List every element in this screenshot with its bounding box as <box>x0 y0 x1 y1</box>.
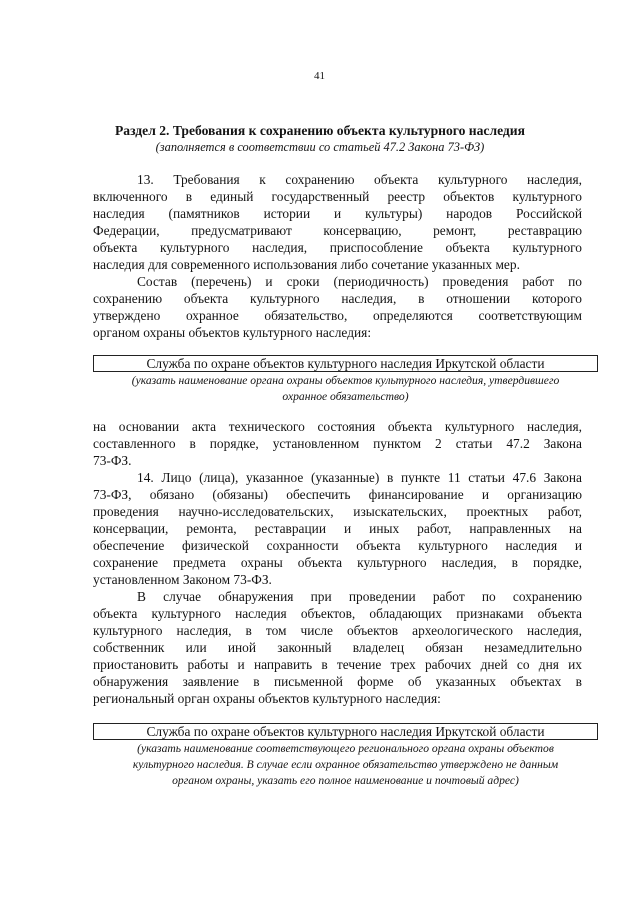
authority-caption-1 <box>88 373 603 405</box>
caption-line: культурного наследия. В случае если охранное обязательство утверждено не данным <box>132 758 559 771</box>
text-line: наследия (памятников истории и культуры) народов Российской <box>93 206 582 221</box>
text-line: 14. Лицо (лица), указанное (указанные) в пункте 11 статьи 47.6 Закона <box>137 470 582 485</box>
text-line: составленного в порядке, установленном пунктом 2 статьи 47.2 Закона <box>93 436 582 451</box>
paragraph-osnovanie <box>93 418 582 469</box>
authority-box-1: Служба по охране объектов культурного наследия Иркутской области <box>93 355 598 372</box>
text-line: объекта культурного наследия объектов, обладающих признаками объекта <box>93 606 582 621</box>
paragraph-sluchae <box>93 588 582 707</box>
text-line: наследия для современного использования либо сочетание указанных мер. <box>93 257 520 272</box>
text-line: консервации, ремонта, реставрации и иных работ, направленных на <box>93 521 582 536</box>
text-line: 73-ФЗ. <box>93 453 132 468</box>
section-title: Раздел 2. Требования к сохранению объекта культурного наследия <box>114 123 525 138</box>
caption-line: (указать наименование органа охраны объектов культурного наследия, утвердившего <box>131 374 560 387</box>
text-line: проведения научно-исследовательских, изыскательских, проектных работ, <box>93 504 582 519</box>
text-line: В случае обнаружения при проведении работ по сохранению <box>137 589 582 604</box>
text-line: утверждено охранное обязательство, определяются соответствующим <box>93 308 582 323</box>
text-line: приостановить работы и направить в течение трех рабочих дней со дня их <box>93 657 582 672</box>
caption-line: охранное обязательство) <box>282 390 409 403</box>
text-line: включенного в единый государственный реестр объектов культурного <box>93 189 582 204</box>
text-line: объекта культурного наследия, приспособление объекта культурного <box>93 240 582 255</box>
caption-line: органом охраны, указать его полное наименование и почтовый адрес) <box>172 774 519 787</box>
text-line: сохранение предмета охраны объекта культурного наследия, в порядке, <box>93 555 582 570</box>
caption-line: (указать наименование соответствующего регионального органа охраны объектов <box>137 742 554 755</box>
text-line: установленном Законом 73-ФЗ. <box>93 572 272 587</box>
text-line: органом охраны объектов культурного наследия: <box>93 325 372 340</box>
text-line: 73-ФЗ, обязано (обязаны) обеспечить финансирование и организацию <box>93 487 582 502</box>
text-line: обнаружения заявление в письменной форме об указанных объектах в <box>93 674 582 689</box>
paragraph-sostav <box>93 273 582 341</box>
text-line: обеспечение физической сохранности объекта культурного наследия и <box>93 538 582 553</box>
authority-caption-2 <box>88 741 603 789</box>
text-line: Федерации, предусматривают консервацию, ремонт, реставрацию <box>93 223 582 238</box>
text-line: Состав (перечень) и сроки (периодичность) проведения работ по <box>137 274 582 289</box>
text-line: культурного наследия, в том числе объектов археологического наследия, <box>93 623 582 638</box>
text-line: 13. Требования к сохранению объекта культурного наследия, <box>137 172 582 187</box>
authority-box-2: Служба по охране объектов культурного наследия Иркутской области <box>93 723 598 740</box>
text-line: на основании акта технического состояния объекта культурного наследия, <box>93 419 582 434</box>
paragraph-13 <box>93 171 582 273</box>
page-number: 41 <box>314 70 325 82</box>
text-line: собственник или иной законный владелец обязан незамедлительно <box>93 640 582 655</box>
text-line: региональный орган охраны объектов культурного наследия: <box>93 691 441 706</box>
text-line: сохранению объекта культурного наследия, в отношении которого <box>93 291 582 306</box>
section-subtitle: (заполняется в соответствии со статьей 47.2 Закона 73-ФЗ) <box>155 140 485 154</box>
paragraph-14 <box>93 469 582 588</box>
